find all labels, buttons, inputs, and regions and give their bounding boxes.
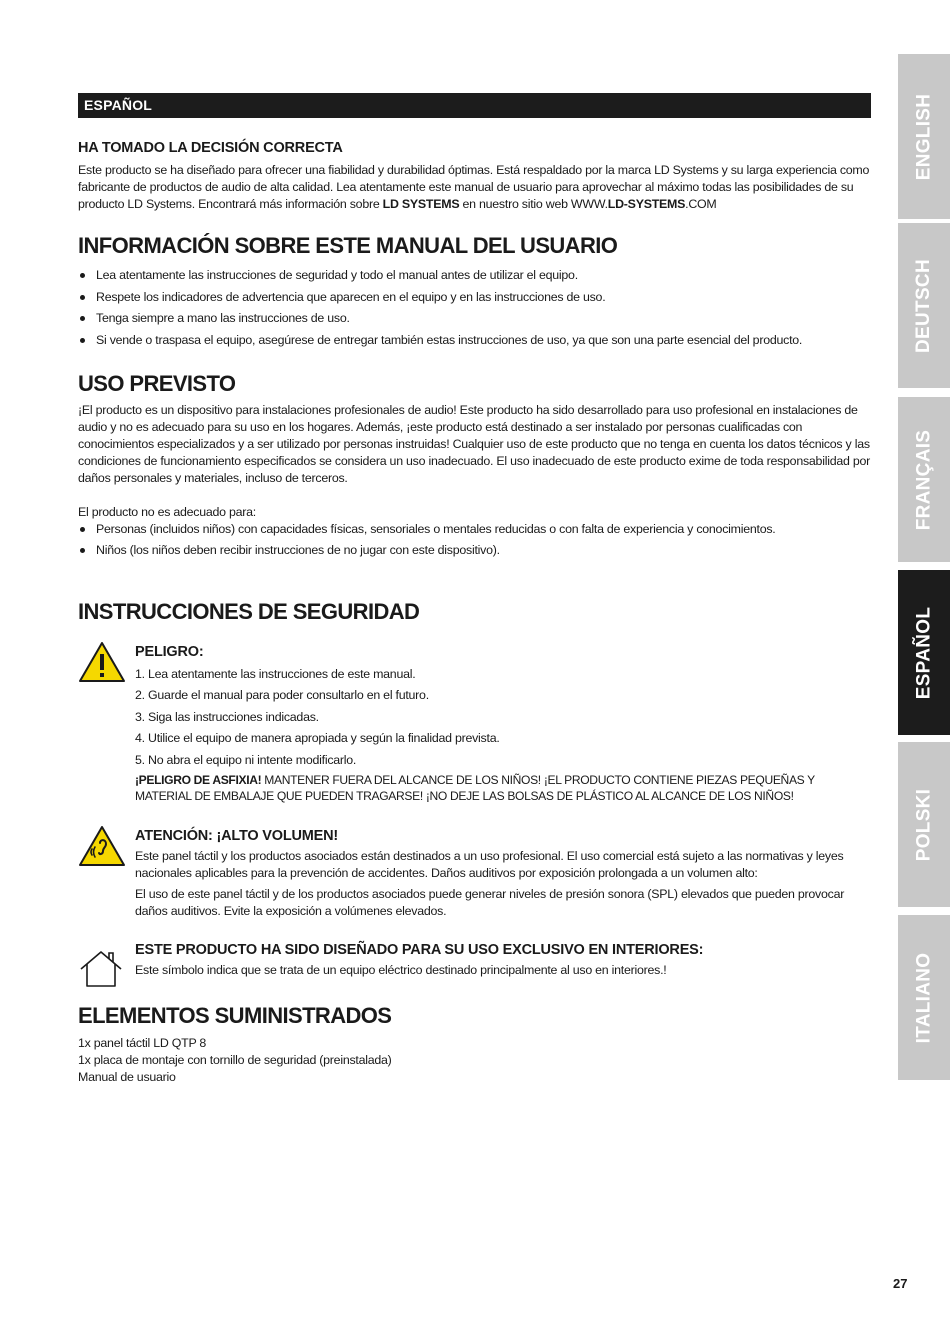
list-item: 4. Utilice el equipo de manera apropiada y según la finalidad prevista. bbox=[135, 731, 500, 746]
house-icon bbox=[78, 949, 124, 989]
tab-deutsch[interactable] bbox=[898, 223, 950, 388]
list-item: Respete los indicadores de advertencia que aparecen en el equipo y en las instrucciones de uso. bbox=[78, 289, 871, 306]
intro-text-2: en nuestro sitio web WWW. bbox=[459, 197, 608, 211]
main-content bbox=[78, 93, 871, 1086]
tab-label: ESPAÑOL bbox=[913, 606, 935, 699]
danger-label: PELIGRO: bbox=[135, 644, 204, 660]
manual-info-title: INFORMACIÓN SOBRE ESTE MANUAL DEL USUARIO bbox=[78, 233, 618, 258]
volume-text-1: Este panel táctil y los productos asociados están destinados a un uso profesional. El uso comercial está sujeto a las normativas y leyes nacionales aplicables para la prevención de accidentes. Daños auditivos por exposición prolongada a un volumen alto: bbox=[135, 848, 844, 880]
indoor-block bbox=[78, 942, 871, 979]
not-suitable-list bbox=[78, 521, 871, 560]
danger-block bbox=[78, 641, 871, 804]
hearing-warning-icon bbox=[78, 825, 126, 867]
danger-steps bbox=[135, 666, 871, 769]
tab-label: FRANÇAIS bbox=[913, 429, 935, 530]
intro-text-3: .COM bbox=[685, 197, 717, 211]
list-item: 1x panel táctil LD QTP 8 bbox=[78, 1035, 207, 1050]
supplied-title: ELEMENTOS SUMINISTRADOS bbox=[78, 1002, 392, 1028]
tab-label: DEUTSCH bbox=[913, 258, 934, 353]
supplied-list bbox=[78, 1035, 871, 1086]
tab-espanol[interactable] bbox=[898, 570, 950, 735]
volume-block bbox=[78, 828, 871, 920]
list-item: 1. Lea atentamente las instrucciones de este manual. bbox=[135, 667, 416, 681]
not-suitable-label: El producto no es adecuado para: bbox=[78, 504, 256, 519]
safety-title: INSTRUCCIONES DE SEGURIDAD bbox=[78, 599, 420, 624]
list-item: 2. Guarde el manual para poder consultarlo en el futuro. bbox=[135, 688, 429, 703]
list-item: 3. Siga las instrucciones indicadas. bbox=[135, 709, 319, 724]
list-item: Personas (incluidos niños) con capacidades físicas, sensoriales o mentales reducidas o con falta de experiencia y conocimientos. bbox=[78, 521, 871, 538]
suffocation-text: MANTENER FUERA DEL ALCANCE DE LOS NIÑOS! ¡EL PRODUCTO CONTIENE PIEZAS PEQUEÑAS Y MATERIAL DE EMBALAJE QUE PUEDEN TRAGARSE! ¡NO DEJE LAS BOLSAS DE PLÁSTICO AL ALCANCE DE LOS NIÑOS! bbox=[135, 772, 815, 803]
tab-italiano[interactable] bbox=[898, 915, 950, 1080]
intro-title: HA TOMADO LA DECISIÓN CORRECTA bbox=[78, 140, 343, 156]
intro-paragraph bbox=[78, 162, 871, 213]
tab-label: ITALIANO bbox=[913, 952, 935, 1043]
list-item: 1x placa de montaje con tornillo de seguridad (preinstalada) bbox=[78, 1052, 392, 1067]
indoor-text: Este símbolo indica que se trata de un equipo eléctrico destinado principalmente al uso en interiores.! bbox=[135, 962, 667, 977]
tab-polski[interactable] bbox=[898, 742, 950, 907]
warning-triangle-icon bbox=[78, 641, 126, 683]
list-item: Lea atentamente las instrucciones de seguridad y todo el manual antes de utilizar el equipo. bbox=[78, 267, 871, 284]
suffocation-label: ¡PELIGRO DE ASFIXIA! bbox=[135, 772, 262, 787]
intended-use-title: USO PREVISTO bbox=[78, 370, 236, 396]
tab-label: POLSKI bbox=[913, 788, 934, 861]
suffocation-warning bbox=[135, 772, 871, 804]
intro-site: LD-SYSTEMS bbox=[607, 197, 686, 211]
manual-info-list bbox=[78, 267, 871, 349]
list-item: Si vende o traspasa el equipo, asegúrese de entregar también estas instrucciones de uso, ya que son una parte esencial del producto. bbox=[78, 332, 871, 349]
list-item: Niños (los niños deben recibir instrucciones de no jugar con este dispositivo). bbox=[78, 542, 871, 559]
intro-brand: LD SYSTEMS bbox=[382, 197, 460, 211]
volume-text-2: El uso de este panel táctil y de los productos asociados puede generar niveles de presión sonora (SPL) elevados que pueden provocar daños auditivos. Evite la exposición a volúmenes elevados. bbox=[135, 886, 845, 918]
intro-text-1: Este producto se ha diseñado para ofrecer una fiabilidad y durabilidad óptimas. Está respaldado por la marca LD Systems y su larga experiencia como fabricante de productos de audio de alta calidad. Lea atentamente este manual de usuario para aprovechar al máximo todas las posibilidades de su producto LD Systems. Encontrará más información sobre bbox=[78, 163, 870, 211]
tab-english[interactable] bbox=[898, 54, 950, 219]
list-item: Tenga siempre a mano las instrucciones de uso. bbox=[78, 310, 871, 327]
intended-use-paragraph: ¡El producto es un dispositivo para instalaciones profesionales de audio! Este producto ha sido desarrollado para uso profesional en instalaciones de audio y no es adecuado para su uso en los hogares. Además, ¡este producto está destinado a ser instalado por personas cualificadas con conocimientos especializados y a ser utilizado por personas instruidas! Cualquier uso de este producto que no tenga en cuenta los datos técnicos y las condiciones de funcionamiento especificados se considera un uso inadecuado. El uso inadecuado de este producto exime de toda responsabilidad por daños personales y materiales, incluso de terceros. bbox=[78, 402, 870, 485]
indoor-label: ESTE PRODUCTO HA SIDO DISEÑADO PARA SU USO EXCLUSIVO EN INTERIORES: bbox=[135, 941, 704, 958]
list-item: 5. No abra el equipo ni intente modificarlo. bbox=[135, 752, 357, 767]
list-item: Manual de usuario bbox=[78, 1069, 176, 1084]
language-header-bar: ESPAÑOL bbox=[78, 93, 871, 118]
volume-label: ATENCIÓN: ¡ALTO VOLUMEN! bbox=[135, 827, 339, 844]
tab-label: ENGLISH bbox=[913, 93, 934, 180]
tab-francais[interactable] bbox=[898, 397, 950, 562]
page-number: 27 bbox=[893, 1276, 908, 1291]
